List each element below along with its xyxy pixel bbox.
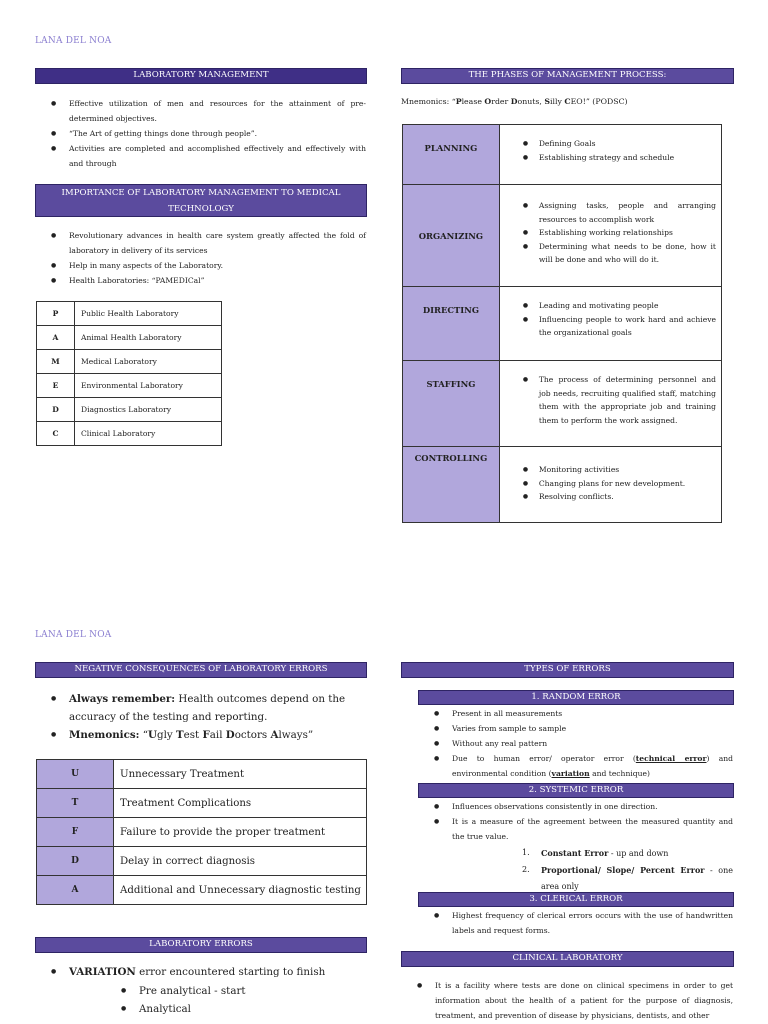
list-item: [418, 751, 733, 781]
consequence-cell: Unnecessary Treatment: [114, 760, 367, 789]
list-item: ● Assigning tasks, people and arranging resources to accomplish work: [501, 199, 720, 226]
list-item: [522, 845, 733, 862]
list-item: ● The process of determining personnel and job needs, recruiting qualified staff, matching them with the appropriate job and training them to perform the work assigned.: [501, 373, 720, 427]
mnemonic-rest: gly: [157, 729, 176, 741]
mnemonic-initial: D: [510, 97, 518, 106]
list-item: ● Varies from sample to sample: [418, 721, 733, 736]
always-label: Always remember:: [69, 693, 176, 705]
phase-details: [499, 287, 721, 361]
author-name: LANA DEL NOA: [35, 36, 112, 46]
list-item: [35, 690, 367, 726]
consequence-cell: Treatment Complications: [114, 789, 367, 818]
lab-name-cell: Medical Laboratory: [75, 350, 222, 374]
phase-row: [403, 125, 722, 185]
list-item: ● Effective utilization of men and resources for the attainment of pre-determined objectives.: [35, 96, 366, 126]
text-span: - one area only: [541, 866, 734, 891]
list-item: ● Defining Goals: [501, 137, 720, 151]
consequence-cell: Failure to provide the proper treatment: [114, 818, 367, 847]
consequence-cell: Additional and Unnecessary diagnostic testing: [114, 876, 367, 905]
mnemonic-text: “Ugly Test Fail Doctors Always”: [142, 729, 314, 741]
phase-details: [499, 125, 721, 185]
mnemonic-rest: illy: [550, 97, 565, 106]
list-item: [522, 862, 733, 895]
phase-label: ORGANIZING: [403, 185, 500, 287]
mnemonic-initial: O: [484, 97, 492, 106]
table-row: [37, 398, 222, 422]
list-item: ● Establishing strategy and schedule: [501, 151, 720, 165]
text-span: Due to human error/ operator error (: [452, 754, 636, 763]
lab-name-cell: Public Health Laboratory: [75, 302, 222, 326]
mnemonic-rest: lways”: [278, 729, 314, 741]
item-number: 2.: [522, 865, 530, 874]
ugly-test-table: [36, 759, 367, 905]
mnemonic-rest: EO!” (PODSC): [570, 97, 628, 106]
table-row: [37, 374, 222, 398]
phase-row: [403, 185, 722, 287]
list-item: ● Health Laboratories: “PAMEDICal”: [35, 273, 366, 288]
importance-header: IMPORTANCE OF LABORATORY MANAGEMENT TO MEDICAL TECHNOLOGY: [35, 184, 367, 217]
list-item: ● “The Art of getting things done through people”.: [35, 126, 366, 141]
table-row: [37, 818, 367, 847]
list-item: ● Determining what needs to be done, how it will be done and who will do it.: [501, 240, 720, 267]
list-item: ● Revolutionary advances in health care system greatly affected the fold of laboratory in delivery of its services: [35, 228, 366, 258]
mnemonic-label: Mnemonics:: [69, 729, 140, 741]
letter-cell: M: [37, 350, 75, 374]
lab-errors-sublist: [105, 982, 367, 1018]
mnemonic-initial: S: [544, 97, 551, 106]
list-item: ● Establishing working relationships: [501, 226, 720, 240]
variation-term: variation: [551, 769, 590, 778]
clerical-error-list: [418, 908, 733, 938]
text-span: ) and environmental condition (: [452, 754, 733, 778]
mnemonic-initial: F: [202, 729, 210, 741]
phase-label: PLANNING: [403, 125, 500, 185]
phases-header: THE PHASES OF MANAGEMENT PROCESS:: [401, 68, 734, 84]
letter-cell: A: [37, 876, 114, 905]
phase-details: [499, 185, 721, 287]
list-item: ● Highest frequency of clerical errors occurs with the use of handwritten labels and request forms.: [418, 908, 733, 938]
list-item: ● Leading and motivating people: [501, 299, 720, 313]
phases-table: [402, 124, 722, 523]
proportional-error-term: Proportional/ Slope/ Percent Error: [541, 865, 705, 875]
letter-cell: T: [37, 789, 114, 818]
clerical-error-header: 3. CLERICAL ERROR: [418, 892, 734, 907]
importance-list: [35, 228, 366, 288]
technical-error-term: technical error: [635, 754, 707, 763]
text-span: - up and down: [608, 849, 669, 858]
consequence-cell: Delay in correct diagnosis: [114, 847, 367, 876]
letter-cell: F: [37, 818, 114, 847]
phase-label: CONTROLLING: [403, 447, 500, 523]
list-item: ● Without any real pattern: [418, 736, 733, 751]
negative-list: [35, 690, 367, 744]
table-row: [37, 789, 367, 818]
table-row: [37, 847, 367, 876]
pamedic-table: [36, 301, 222, 446]
letter-cell: C: [37, 422, 75, 446]
phase-label: DIRECTING: [403, 287, 500, 361]
lab-name-cell: Diagnostics Laboratory: [75, 398, 222, 422]
list-item: ● Pre analytical - start: [105, 982, 367, 1000]
systemic-error-header: 2. SYSTEMIC ERROR: [418, 783, 734, 798]
list-item: ● It is a measure of the agreement between the measured quantity and the true value.: [418, 814, 733, 844]
lab-errors-header: LABORATORY ERRORS: [35, 937, 367, 953]
list-item: ● Activities are completed and accomplished effectively and effectively with and through: [35, 141, 366, 171]
letter-cell: D: [37, 398, 75, 422]
mnemonic-rest: est: [183, 729, 203, 741]
phase-details: [499, 447, 721, 523]
mnemonic-prefix: Mnemonics: “: [401, 97, 456, 106]
random-error-header: 1. RANDOM ERROR: [418, 690, 734, 705]
mnemonic-initial: P: [455, 97, 462, 106]
table-row: [37, 876, 367, 905]
letter-cell: A: [37, 326, 75, 350]
list-item: ● Influencing people to work hard and achieve the organizational goals: [501, 313, 720, 340]
random-error-list: [418, 706, 733, 781]
variation-text: error encountered starting to finish: [135, 966, 326, 978]
item-number: 1.: [522, 848, 530, 857]
letter-cell: U: [37, 760, 114, 789]
variation-label: VARIATION: [69, 966, 136, 978]
clinical-lab-header: CLINICAL LABORATORY: [401, 951, 734, 967]
systemic-error-list: [418, 799, 733, 844]
phase-label: STAFFING: [403, 361, 500, 447]
author-name: LANA DEL NOA: [35, 630, 112, 640]
text-span: and technique): [589, 769, 650, 778]
mnemonic-rest: lease: [461, 97, 485, 106]
phase-row: [403, 361, 722, 447]
mnemonic-initial: U: [148, 729, 157, 741]
phase-details: [499, 361, 721, 447]
letter-cell: P: [37, 302, 75, 326]
mnemonic-initial: D: [225, 729, 235, 741]
letter-cell: D: [37, 847, 114, 876]
always-text: Health outcomes depend on the accuracy of the testing and reporting.: [69, 693, 346, 723]
letter-cell: E: [37, 374, 75, 398]
list-item: ● Present in all measurements: [418, 706, 733, 721]
phase-row: [403, 447, 722, 523]
mnemonic-rest: onuts,: [517, 97, 545, 106]
list-item: ● Help in many aspects of the Laboratory.: [35, 258, 366, 273]
systemic-sublist: [522, 845, 733, 895]
table-row: [37, 350, 222, 374]
list-item: ● Influences observations consistently in one direction.: [418, 799, 733, 814]
mnemonic-initial: C: [564, 97, 571, 106]
list-item: ● Resolving conflicts.: [501, 490, 720, 504]
lab-management-header: LABORATORY MANAGEMENT: [35, 68, 367, 84]
constant-error-term: Constant Error: [541, 848, 609, 858]
list-item: ● Monitoring activities: [501, 463, 720, 477]
list-item: ● Changing plans for new development.: [501, 477, 720, 491]
lab-name-cell: Environmental Laboratory: [75, 374, 222, 398]
table-row: [37, 326, 222, 350]
list-item: [35, 726, 367, 744]
lab-management-list: [35, 96, 366, 171]
types-of-errors-header: TYPES OF ERRORS: [401, 662, 734, 678]
list-item: ● It is a facility where tests are done on clinical specimens in order to get information about the health of a patient for the purpose of diagnosis, treatment, and prevention of disease by physicians, dentists, and other: [401, 978, 733, 1023]
table-row: [37, 302, 222, 326]
list-item: ● Analytical: [105, 1000, 367, 1018]
table-row: [37, 760, 367, 789]
mnemonic-initial: T: [175, 729, 184, 741]
negative-consequences-header: NEGATIVE CONSEQUENCES OF LABORATORY ERRORS: [35, 662, 367, 678]
clinical-lab-list: [401, 978, 733, 1023]
mnemonic-rest: octors: [234, 729, 271, 741]
phases-mnemonic: [401, 97, 628, 106]
lab-name-cell: Clinical Laboratory: [75, 422, 222, 446]
mnemonic-rest: ail: [209, 729, 226, 741]
list-item: [35, 963, 367, 981]
lab-name-cell: Animal Health Laboratory: [75, 326, 222, 350]
phase-row: [403, 287, 722, 361]
mnemonic-initial: A: [270, 729, 279, 741]
mnemonic-rest: rder: [491, 97, 511, 106]
lab-errors-list: [35, 963, 367, 981]
table-row: [37, 422, 222, 446]
